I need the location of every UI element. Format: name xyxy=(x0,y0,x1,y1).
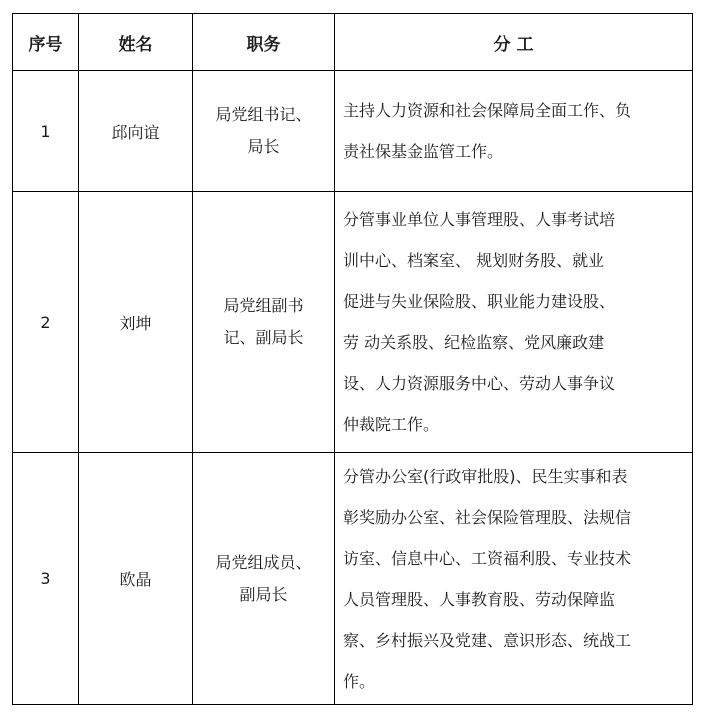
duty-line: 责社保基金监管工作。 xyxy=(343,142,504,161)
duty-line: 设、人力资源服务中心、劳动人事争议 xyxy=(343,374,616,393)
header-post: 职务 xyxy=(193,14,335,71)
cell-name: 刘坤 xyxy=(79,192,193,453)
post-line: 记、副局长 xyxy=(223,328,304,347)
header-seq: 序号 xyxy=(13,14,79,71)
table-row xyxy=(13,192,693,453)
cell-post xyxy=(193,453,335,705)
table-header-row xyxy=(13,14,693,71)
post-line: 局长 xyxy=(247,137,280,156)
cell-duty xyxy=(335,453,693,705)
cell-post xyxy=(193,71,335,192)
cell-duty xyxy=(335,71,693,192)
table-row xyxy=(13,71,693,192)
duty-line: 分管办公室(行政审批股)、民生实事和表 xyxy=(343,466,628,486)
duty-line: 促进与失业保险股、职业能力建设股、 xyxy=(343,292,616,311)
post-line: 副局长 xyxy=(239,584,288,604)
duty-line: 劳 动关系股、纪检监察、党风廉政建 xyxy=(343,333,605,352)
cell-name: 邱向谊 xyxy=(79,71,193,192)
duty-line: 彰奖励办公室、社会保险管理股、法规信 xyxy=(343,507,632,527)
staff-duty-table xyxy=(12,13,693,705)
duty-line: 人员管理股、人事教育股、劳动保障监 xyxy=(343,589,616,609)
table-row xyxy=(13,453,693,705)
cell-name: 欧晶 xyxy=(79,453,193,705)
post-line: 局党组副书 xyxy=(223,296,304,315)
duty-line: 察、乡村振兴及党建、意识形态、统战工 xyxy=(343,630,632,650)
duty-line: 作。 xyxy=(343,671,376,691)
duty-line: 访室、信息中心、工资福利股、专业技术 xyxy=(343,548,632,568)
cell-duty xyxy=(335,192,693,453)
duty-line: 训中心、档案室、 规划财务股、就业 xyxy=(343,251,605,270)
cell-seq: 3 xyxy=(13,453,79,705)
header-name: 姓名 xyxy=(79,14,193,71)
duty-line: 主持人力资源和社会保障局全面工作、负 xyxy=(343,101,632,120)
post-line: 局党组成员、 xyxy=(215,552,312,572)
cell-seq: 2 xyxy=(13,192,79,453)
duty-line: 仲裁院工作。 xyxy=(343,415,440,434)
cell-post xyxy=(193,192,335,453)
post-line: 局党组书记、 xyxy=(215,105,312,124)
duty-line: 分管事业单位人事管理股、人事考试培 xyxy=(343,210,616,229)
cell-seq: 1 xyxy=(13,71,79,192)
header-duty: 分 工 xyxy=(335,14,693,71)
